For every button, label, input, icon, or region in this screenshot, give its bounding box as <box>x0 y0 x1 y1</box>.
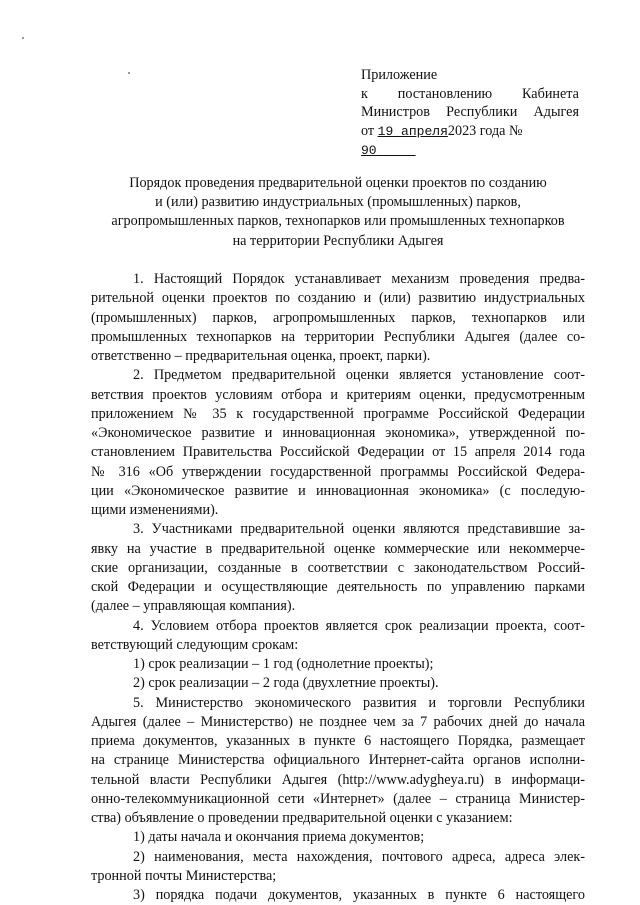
paragraph-line: онно-телекоммуникационной сети «Интернет» (далее – страница Министер- <box>91 790 585 807</box>
document-title: Порядок проведения предварительной оценки проектов по созданию и (или) развитию индустриальных (промышленных) парков, агропромышленных парков, технопарков или промышленных технопарков на территории Республики Адыгея <box>111 175 565 249</box>
list-item: 1) срок реализации – 1 год (однолетние проекты); <box>133 656 434 672</box>
paragraph-line: 2. Предметом предварительной оценки является установление соот- <box>133 367 585 384</box>
paragraph-line: 4. Условием отбора проектов является срок реализации проекта, соот- <box>133 617 585 634</box>
list-item: 3) порядка подачи документов, указанных в пункте 6 настоящего <box>133 887 585 903</box>
annex-cabinet-line: Министров Республики Адыгея <box>361 104 579 121</box>
list-item: 1) даты начала и окончания приема документов; <box>133 829 425 846</box>
paragraph-line: ции «Экономическое развитие и инновационная экономика» (с последую- <box>91 482 585 499</box>
paragraph-line: промышленных технопарков на территории Республики Адыгея (далее со- <box>91 328 585 345</box>
paragraph-line: ские организации, созданные в соответствии с законодательством Россий- <box>91 559 585 576</box>
annex-label: Приложение <box>361 67 438 83</box>
list-item: 2) наименования, места нахождения, почтового адреса, адреса элек- <box>133 848 585 865</box>
paragraph-line: ветствия проектов условиям отбора и критериям оценки, предусмотренным <box>91 386 585 403</box>
paragraph-line: (промышленных) парков, агропромышленных парков, технопарков или <box>91 309 585 326</box>
annex-date-line: от 19 апреля2023 года № 90 <box>361 122 523 159</box>
paragraph-line: № 316 «Об утверждении государственной программы Российской Федера- <box>91 463 585 480</box>
paragraph-line: приема документов, указанных в пункте 6 настоящего Порядка, размещает <box>91 733 585 749</box>
paragraph-line: щими изменениями). <box>91 502 219 518</box>
paragraph-line: рительной оценки проектов по созданию и (или) развитию индустриальных <box>91 290 585 307</box>
paragraph-line: 3. Участниками предварительной оценки являются представившие за- <box>133 521 585 538</box>
paragraph-line: Адыгея (далее – Министерство) не позднее чем за 7 рабочих дней до начала <box>91 713 585 730</box>
document-body <box>91 270 585 905</box>
paragraph-line: на странице Министерства официального Интернет-сайта органов исполни- <box>91 752 585 769</box>
list-item: 2) срок реализации – 2 года (двухлетние проекты). <box>133 675 439 692</box>
resolution-date: 19 апреля <box>377 123 448 139</box>
annex-resolution-line: к постановлению Кабинета <box>361 85 579 102</box>
scan-speck <box>22 37 24 39</box>
paragraph-line: ства) объявление о проведении предварительной оценки с указанием: <box>91 810 513 826</box>
resolution-number: 90 <box>361 143 377 159</box>
paragraph-line: ответственно – предварительная оценка, проект, парки). <box>91 348 431 364</box>
paragraph-line: тронной почты Министерства; <box>91 867 277 884</box>
paragraph-line: (далее – управляющая компания). <box>91 598 296 615</box>
paragraph-line: ветствующий следующим срокам: <box>91 636 299 653</box>
resolution-year: 2023 года № <box>447 122 523 139</box>
paragraph-line: становлением Правительства Российской Федерации от 15 апреля 2014 года <box>91 444 585 461</box>
paragraph-line: тельной власти Республики Адыгея (http://www.adygheya.ru) в информаци- <box>91 771 585 788</box>
paragraph-line: ской Федерации и осуществляющие деятельность по управлению парками <box>91 579 585 595</box>
paragraph-line: 5. Министерство экономического развития и торговли Республики <box>133 694 585 711</box>
paragraph-line: приложением № 35 к государственной программе Российской Федерации <box>91 405 585 422</box>
annex-header <box>361 66 579 161</box>
number-underline <box>377 143 416 158</box>
paragraph-line: 1. Настоящий Порядок устанавливает механизм проведения предва- <box>133 271 585 287</box>
paragraph-line: явку на участие в предварительной оценке коммерческие или некоммерче- <box>91 540 585 557</box>
paragraph-line: «Экономическое развитие и инновационная экономика», утвержденной по- <box>91 425 585 441</box>
scan-speck <box>128 72 130 74</box>
